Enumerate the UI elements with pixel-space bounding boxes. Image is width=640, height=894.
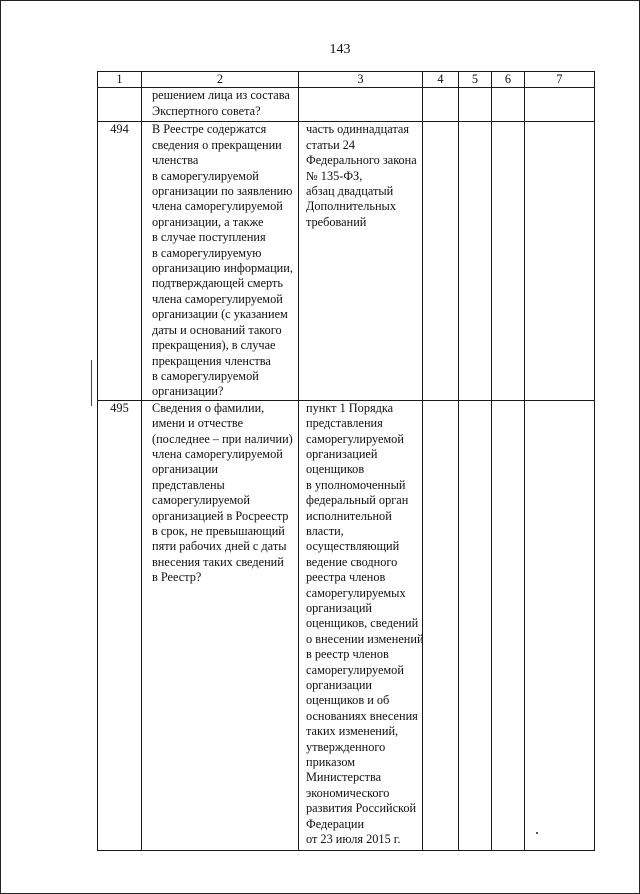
text-line: основаниях внесения <box>306 708 418 723</box>
text-line: сведения о прекращении <box>152 137 282 152</box>
text-line: члена саморегулируемой <box>152 291 283 306</box>
empty-cell <box>525 88 595 122</box>
empty-cell <box>525 400 595 850</box>
text-line: организации, а также <box>152 214 264 229</box>
text-line: даты и оснований такого <box>152 322 282 337</box>
text-line: от 23 июля 2015 г. <box>306 832 401 847</box>
text-line: в уполномоченный <box>306 477 406 492</box>
text-line: осуществляющий <box>306 539 400 554</box>
text-line: саморегулируемой <box>152 493 250 508</box>
text-line: саморегулируемых <box>306 585 406 600</box>
text-line: таких изменений, <box>306 724 399 739</box>
column-header: 3 <box>299 72 423 88</box>
text-line: в случае поступления <box>152 230 266 245</box>
text-line: требований <box>306 214 367 229</box>
text-line: Министерства <box>306 770 382 785</box>
text-line: представлены <box>152 477 225 492</box>
text-line: решением лица из состава <box>152 88 290 103</box>
text-line: организации по заявлению <box>152 184 293 199</box>
reference-cell <box>299 88 423 122</box>
text-line: члена саморегулируемой <box>152 199 283 214</box>
text-line: ведение сводного <box>306 554 398 569</box>
text-line: Федерального закона <box>306 153 417 168</box>
text-line: (последнее – при наличии) <box>152 431 293 446</box>
question-cell <box>142 400 299 850</box>
text-line: часть одиннадцатая <box>306 122 410 137</box>
text-line: оценщиков, сведений <box>306 616 419 631</box>
requirements-table <box>97 71 595 851</box>
text-line: саморегулируемой <box>306 662 404 677</box>
text-line: оценщиков и об <box>306 693 390 708</box>
text-line: представления <box>306 416 383 431</box>
table-row <box>98 122 595 400</box>
text-line: Федерации <box>306 816 365 831</box>
text-line: абзац двадцатый <box>306 184 394 199</box>
text-line: Экспертного совета? <box>152 103 261 118</box>
text-line: в саморегулируемой <box>152 368 259 383</box>
text-line: Дополнительных <box>306 199 396 214</box>
text-line: подтверждающей смерть <box>152 276 283 291</box>
row-number-cell: 494 <box>98 122 142 400</box>
text-line: пяти рабочих дней с даты <box>152 539 287 554</box>
page-number: 143 <box>329 42 351 57</box>
table-row <box>98 88 595 122</box>
text-line: В Реестре содержатся <box>152 122 267 137</box>
text-line: члена саморегулируемой <box>152 446 283 461</box>
text-line: организации <box>306 678 373 693</box>
empty-cell <box>492 122 525 400</box>
text-line: экономического <box>306 785 390 800</box>
question-cell <box>142 122 299 400</box>
text-line: организацией <box>306 446 378 461</box>
reference-cell <box>299 122 423 400</box>
text-line: статьи 24 <box>306 137 356 152</box>
empty-cell <box>423 400 459 850</box>
row-number-cell <box>98 88 142 122</box>
column-header: 1 <box>98 72 142 88</box>
text-line: имени и отчестве <box>152 416 244 431</box>
text-line: развития Российской <box>306 801 417 816</box>
text-line: оценщиков <box>306 462 365 477</box>
text-line: в реестр членов <box>306 647 389 662</box>
text-line: в Реестр? <box>152 570 202 585</box>
column-header: 6 <box>492 72 525 88</box>
text-line: прекращения членства <box>152 353 271 368</box>
empty-cell <box>492 400 525 850</box>
column-header: 2 <box>142 72 299 88</box>
text-line: внесения таких сведений <box>152 554 284 569</box>
text-line: исполнительной <box>306 508 392 523</box>
text-line: о внесении изменений <box>306 631 424 646</box>
text-line: № 135-ФЗ, <box>306 168 363 183</box>
text-line: федеральный орган <box>306 493 409 508</box>
column-header: 7 <box>525 72 595 88</box>
text-line: организации <box>152 462 219 477</box>
text-line: прекращения), в случае <box>152 338 276 353</box>
text-line: в срок, не превышающий <box>152 523 285 538</box>
reference-cell <box>299 400 423 850</box>
column-header: 5 <box>459 72 492 88</box>
row-number-cell: 495 <box>98 400 142 850</box>
text-line: членства <box>152 153 199 168</box>
text-line: в саморегулируемой <box>152 168 259 183</box>
text-line: организацией в Росреестр <box>152 508 289 523</box>
empty-cell <box>423 88 459 122</box>
empty-cell <box>459 88 492 122</box>
question-cell <box>142 88 299 122</box>
text-line: в саморегулируемую <box>152 245 262 260</box>
empty-cell <box>459 122 492 400</box>
text-line: организации (с указанием <box>152 307 288 322</box>
text-line: организации? <box>152 384 224 399</box>
text-line: пункт 1 Порядка <box>306 400 394 415</box>
empty-cell <box>423 122 459 400</box>
empty-cell <box>459 400 492 850</box>
text-line: организацию информации, <box>152 261 293 276</box>
text-line: организаций <box>306 601 373 615</box>
text-line: саморегулируемой <box>306 431 404 446</box>
text-line: власти, <box>306 523 344 538</box>
text-line: Сведения о фамилии, <box>152 400 265 415</box>
scan-margin-line <box>91 360 92 406</box>
empty-cell <box>492 88 525 122</box>
text-line: реестра членов <box>306 570 386 585</box>
table-header-row <box>98 72 595 88</box>
empty-cell <box>525 122 595 400</box>
text-line: утвержденного <box>306 739 386 754</box>
text-line: приказом <box>306 755 356 770</box>
table-row <box>98 400 595 850</box>
column-header: 4 <box>423 72 459 88</box>
scan-speck <box>536 832 538 834</box>
